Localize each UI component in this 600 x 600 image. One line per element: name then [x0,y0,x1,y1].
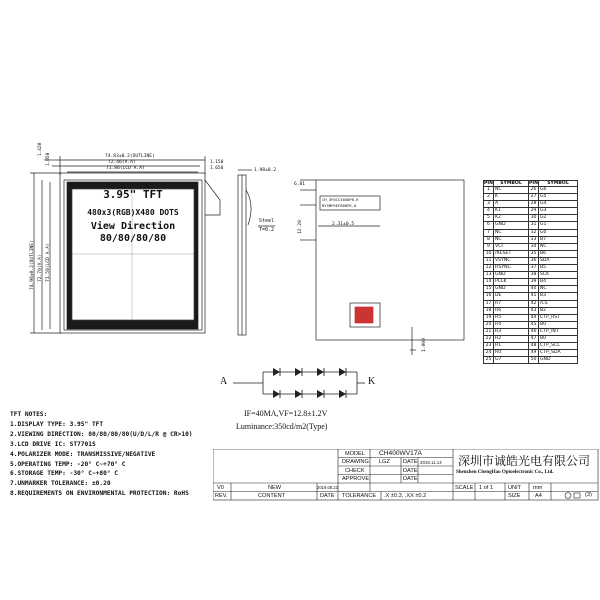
pin-number: 17 [484,300,494,307]
pin-symbol: GND [494,272,529,279]
unit-label: UNIT [508,485,522,491]
table-row [484,314,578,321]
pin-number: 9 [484,243,494,250]
pin-symbol: B0 [539,321,578,328]
pin-symbol: R7 [494,300,529,307]
pin-symbol: NC [494,236,529,243]
table-row [484,243,578,250]
side-fpc [246,190,251,225]
panel-spec-text [72,189,194,245]
tolerance-label: TOLERANCE [342,493,377,499]
dim-aa-width: 71.86(LCD A.A) [106,166,145,171]
approve-label: APPROVE [342,476,370,482]
title-block [213,449,599,501]
pin-symbol: B7 [539,236,578,243]
pin-symbol: A [494,201,529,208]
pin-number: 14 [484,279,494,286]
table-row [484,357,578,364]
table-row [484,307,578,314]
pin-number: 37 [529,265,539,272]
table-row [484,350,578,357]
note-7: 7.UNMARKER TOLERANCE: ±0.20 [10,480,111,488]
pin-number: 28 [529,201,539,208]
pin-symbol: R2 [494,335,529,342]
panel-view-angles: 80/80/80/80 [99,233,167,244]
table-row [484,215,578,222]
dim-small-1: 1.150 [210,160,224,165]
rev-date-value: 2019.08.23 [317,485,338,490]
pin-number: 20 [484,321,494,328]
pin-number: 48 [529,343,539,350]
pin-symbol: B5 [539,265,578,272]
pin-table-body [484,187,578,364]
pin-symbol: B3 [539,293,578,300]
pin-symbol: B2 [539,307,578,314]
pin-symbol: PCLK [494,279,529,286]
unit-value: mm [533,485,543,491]
pin-number: 46 [529,328,539,335]
back-label-line2: BYSMFREF000FK-0 [322,203,357,208]
pin-symbol: R0 [494,350,529,357]
dim-aa-height: 71.58(LCD A.A) [46,243,51,282]
pin-number: 23 [484,343,494,350]
dim-back-d: 1.000 [422,338,427,352]
panel-view-direction: View Direction [90,221,176,232]
table-row [484,343,578,350]
pin-symbol: HSYNC [494,265,529,272]
pin-number: 49 [529,350,539,357]
pin-number: 13 [484,272,494,279]
pin-symbol: CTP_SDA [539,350,578,357]
note-2: 2.VIEWING DIRECTION: 80/80/80/80(U/D/L/R @ CR>10) [10,430,193,438]
pin-symbol: R1 [494,343,529,350]
led-luminance: Luminance:350cd/m2(Type) [236,422,328,431]
back-label-line1: CH_3F0CC40SBP6-R [322,197,359,202]
dim-back-a: 6.81 [294,182,306,187]
pin-number: 10 [484,250,494,257]
pin-symbol: DE [494,293,529,300]
pin-symbol: G5 [539,194,578,201]
pin-symbol: G0 [539,229,578,236]
table-row [484,236,578,243]
note-1: 1.DISPLAY TYPE: 3.95" TFT [10,420,104,428]
led-spec: IF=40MA,VF=12.8±1.2V [244,409,328,418]
pin-symbol: NC [494,229,529,236]
pin-number: 11 [484,257,494,264]
table-row [484,272,578,279]
pin-symbol: /RESET [494,250,529,257]
pin-header-2: PIN [529,181,538,186]
note-8: 8.REQUIREMENTS ON ENVIRONMENTAL PROTECTION: RoHS [10,490,189,498]
dim-small-2: 1.650 [210,166,224,171]
diode-symbol [295,368,302,376]
dim-outline-height: 74.98±0.2(OUTLINE) [30,240,35,290]
pin-number: 26 [529,187,539,194]
pin-symbol: G1 [539,222,578,229]
pin-number: 2 [484,194,494,201]
pin-number: 12 [484,265,494,272]
table-row [484,328,578,335]
diode-symbol [273,368,280,376]
pin-number: 24 [484,350,494,357]
diode-symbol [317,368,324,376]
table-row [484,201,578,208]
notes-title: TFT NOTES: [10,411,48,418]
table-row [484,229,578,236]
pin-number: 43 [529,307,539,314]
note-4: 4.POLARIZER MODE: TRANSMISSIVE/NEGATIVE [10,450,156,458]
table-row [484,194,578,201]
drawing-label: DRAWING [342,459,369,465]
table-row [484,293,578,300]
table-row [484,257,578,264]
scale-label: SCALE [455,485,474,491]
diode-symbol [295,390,302,398]
table-row [484,279,578,286]
pin-symbol: R3 [494,328,529,335]
date-label-3: DATE [403,476,418,482]
diode-symbol [273,390,280,398]
date-label-2: DATE [403,467,418,474]
pin-number: 40 [529,286,539,293]
pin-symbol: G2 [539,215,578,222]
led-circuit-diagram [215,360,385,408]
pin-symbol: R4 [494,321,529,328]
pin-number: 34 [529,243,539,250]
pin-symbol: K [494,194,529,201]
dim-back-b: 2.31±0.5 [332,222,355,227]
pin-symbol: G3 [539,208,578,215]
pin-number: 27 [529,194,539,201]
pin-number: 4 [484,208,494,215]
tolerance-value: .X ±0.3, .XX ±0.2 [384,493,427,499]
page-value: 1 of 1 [479,485,493,491]
table-row [484,250,578,257]
pin-symbol: G4 [539,201,578,208]
pin-symbol: SDA [539,257,578,264]
pin-symbol: G6 [539,187,578,194]
note-5: 5.OPERATING TEMP: -20° C~+70° C [10,460,126,468]
pin-symbol: GND [494,222,529,229]
table-row [484,187,578,194]
dim-va-height: 72.70(V.A) [38,254,43,282]
table-row [484,222,578,229]
diode-symbol [339,368,346,376]
pin-symbol: CTP_RST [539,314,578,321]
date-header: DATE [320,493,335,499]
pin-number: 45 [529,321,539,328]
pin-number: 35 [529,250,539,257]
symbol-header-2: SYMBOL [539,181,578,187]
company-name-cn: 深圳市诚皓光电有限公司 [458,454,591,468]
pin-symbol: B0 [539,335,578,342]
pin-number: 21 [484,328,494,335]
table-row [484,208,578,215]
symbol-header: SYMBOL [494,181,529,187]
pin-symbol: VCI [494,243,529,250]
table-row [484,335,578,342]
pin-number: 32 [529,229,539,236]
pin-number: 6 [484,222,494,229]
pin-number: 16 [484,293,494,300]
table-row [484,265,578,272]
pin-number: 8 [484,236,494,243]
pin-number: 22 [484,335,494,342]
size-label: SIZE [508,493,521,499]
drawing-value: LGZ [379,459,390,465]
drawing-date: 2019.11.14 [420,459,442,465]
pin-table [483,180,578,364]
panel-resolution: 480x3(RGB)X480 DOTS [87,208,179,217]
pin-number: 7 [484,229,494,236]
pin-header: PIN [484,181,493,186]
table-row [484,286,578,293]
diode-symbol [339,390,346,398]
note-6: 6.STORAGE TEMP: -30° C~+80° C [10,470,119,478]
note-3: 3.LCD DRIVE IC: ST7701S [10,440,96,448]
pin-number: 15 [484,286,494,293]
pin-number: 41 [529,293,539,300]
pin-number: 25 [484,357,494,364]
pin-number: 19 [484,314,494,321]
pin-symbol: B6 [539,250,578,257]
pin-number: 18 [484,307,494,314]
pin-symbol: VSYNC [494,257,529,264]
pin-symbol: NC [539,243,578,250]
company-name-en: Shenzhen ChengHao Optoelectronic Co., Ltd. [456,470,554,475]
dim-outline-width: 74.83±0.2(OUTLINE) [105,154,155,159]
pin-symbol: K2 [494,215,529,222]
led-circuit [215,360,385,408]
rev-header: REV. [215,493,228,499]
pin-symbol: R6 [494,307,529,314]
pin-number: 36 [529,257,539,264]
dim-va-width: 72.46(V.A) [108,160,136,165]
model-value: CH400WV17A [379,450,422,457]
pin-symbol: GND [494,286,529,293]
cathode-label: K [368,376,376,387]
pin-symbol: G7 [494,357,529,364]
fpc-tail [205,180,220,215]
pin-symbol: CTP_INT [539,328,578,335]
dim-small-3: 1.420 [38,142,43,156]
pin-symbol: SCK [539,272,578,279]
pin-number: 5 [484,215,494,222]
diode-symbol [317,390,324,398]
pin-number: 33 [529,236,539,243]
diode-array [273,368,346,398]
pin-symbol: R5 [494,314,529,321]
pin-symbol: NC [539,286,578,293]
rev-content-value: NEW [268,485,282,491]
pin-number: 39 [529,279,539,286]
content-header: CONTENT [258,493,286,499]
pin-number: 31 [529,222,539,229]
pin-symbol: /CS [539,300,578,307]
panel-title: 3.95" TFT [103,188,163,201]
pin-symbol: CTP_SCL [539,343,578,350]
pin-number: 50 [529,357,539,364]
table-row [484,321,578,328]
date-label-1: DATE [403,459,418,465]
pin-number: 29 [529,208,539,215]
size-value: A4 [535,493,542,499]
dim-side-thickness: 1.98±0.2 [254,168,277,173]
pin-symbol: K1 [494,208,529,215]
pin-number: 1 [484,187,494,194]
rev-value: V0 [217,485,224,491]
table-row [484,300,578,307]
anode-label: A [220,376,228,387]
pin-number: 3 [484,201,494,208]
pin-symbol: NC [494,187,529,194]
model-label: MODEL [345,450,365,457]
steel-thickness: T=0.2 [259,227,275,233]
pin-number: 44 [529,314,539,321]
pin-symbol: GND [539,357,578,364]
tft-notes [10,410,193,499]
pin-number: 42 [529,300,539,307]
dim-small-4: 1.050 [46,152,51,166]
dim-back-c: 12.20 [298,220,303,234]
pin-symbol: B4 [539,279,578,286]
steel-label: Steel [259,218,275,224]
pin-number: 47 [529,335,539,342]
projection-symbol: (3) [585,492,592,498]
check-label: CHECK [345,467,365,474]
pin-number: 38 [529,272,539,279]
pin-number: 30 [529,215,539,222]
